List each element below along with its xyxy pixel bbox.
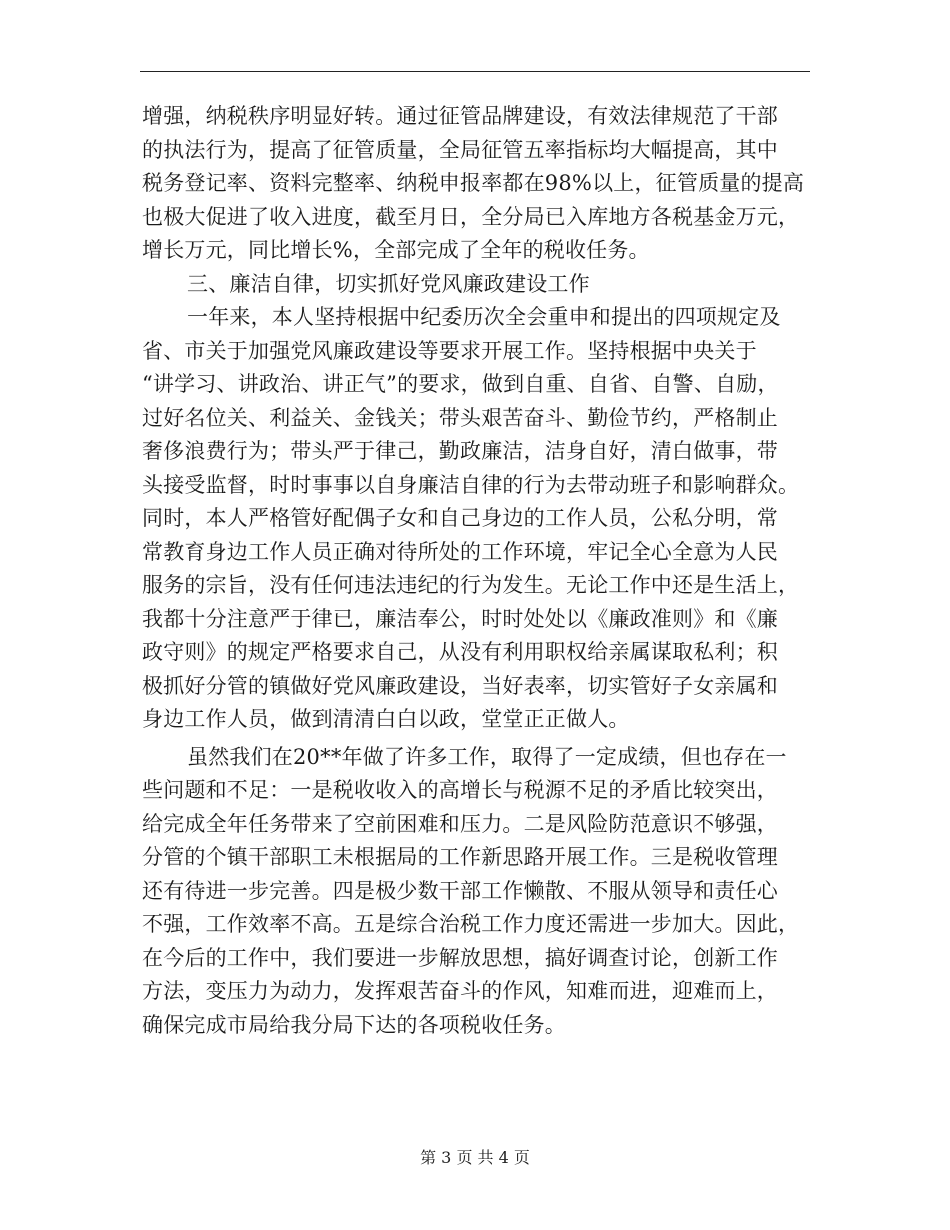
- text-line: 服务的宗旨，没有任何违法违纪的行为发生。无论工作中还是生活上，: [142, 573, 800, 597]
- text-line: 身边工作人员，做到清清白白以政，堂堂正正做人。: [142, 707, 630, 731]
- text-line: 还有待进一步完善。四是极少数干部工作懒散、不服从领导和责任心: [142, 878, 778, 903]
- text-line: 极抓好分管的镇做好党风廉政建设，当好表率，切实管好子女亲属和: [142, 673, 778, 698]
- text-line: 确保完成市局给我分局下达的各项税收任务。: [142, 1012, 566, 1037]
- text-line: 常教育身边工作人员正确对待所处的工作环境，牢记全心全意为人民: [142, 539, 778, 564]
- text-line: 同时，本人严格管好配偶子女和自己身边的工作人员，公私分明，常: [142, 506, 778, 530]
- text-line: 虽然我们在20**年做了许多工作，取得了一定成绩，但也存在一: [187, 744, 787, 769]
- body-text: [142, 100, 810, 1042]
- text-line: 些问题和不足：一是税收收入的高增长与税源不足的矛盾比较突出，: [142, 778, 778, 802]
- text-line: 过好名位关、利益关、金钱关；带头艰苦奋斗、勤俭节约，严格制止: [142, 405, 778, 430]
- text-line: 税务登记率、资料完整率、纳税申报率都在98%以上，征管质量的提高: [142, 171, 805, 195]
- text-line: 我都十分注意严于律已，廉洁奉公，时时处处以《廉政准则》和《廉: [142, 606, 778, 631]
- text-line: 分管的个镇干部职工未根据局的工作新思路开展工作。三是税收管理: [142, 845, 778, 869]
- text-line: 头接受监督，时时事事以自身廉洁自律的行为去带动班子和影响群众。: [142, 472, 800, 497]
- text-line: 一年来，本人坚持根据中纪委历次全会重申和提出的四项规定及: [187, 305, 781, 329]
- text-line: 给完成全年任务带来了空前困难和压力。二是风险防范意识不够强，: [142, 811, 778, 836]
- text-line: 方法，变压力为动力，发挥艰苦奋斗的作风，知难而进，迎难而上，: [142, 979, 778, 1003]
- text-line: 增强，纳税秩序明显好转。通过征管品牌建设，有效法律规范了干部: [142, 104, 778, 128]
- text-line: 也极大促进了收入进度，截至月日，全分局已入库地方各税基金万元，: [142, 204, 800, 229]
- page-number: 第 3 页 共 4 页: [420, 1148, 530, 1167]
- text-line: 增长万元，同比增长%，全部完成了全年的税收任务。: [142, 238, 650, 262]
- text-line: 不强，工作效率不高。五是综合治税工作力度还需进一步加大。因此，: [142, 912, 800, 936]
- header-rule: [140, 71, 810, 72]
- text-line: 的执法行为，提高了征管质量，全局征管五率指标均大幅提高，其中: [142, 137, 778, 162]
- text-line: 奢侈浪费行为；带头严于律己，勤政廉洁，洁身自好，清白做事，带: [142, 439, 778, 463]
- text-line: 政守则》的规定严格要求自己，从没有利用职权给亲属谋取私利；积: [142, 640, 778, 664]
- text-line: 省、市关于加强党风廉政建设等要求开展工作。坚持根据中央关于: [142, 338, 757, 363]
- text-line: 三、廉洁自律，切实抓好党风廉政建设工作: [187, 271, 590, 296]
- text-line: “讲学习、讲政治、讲正气”的要求，做到自重、自省、自警、自励，: [142, 372, 779, 396]
- text-line: 在今后的工作中，我们要进一步解放思想，搞好调查讨论，创新工作: [142, 945, 778, 970]
